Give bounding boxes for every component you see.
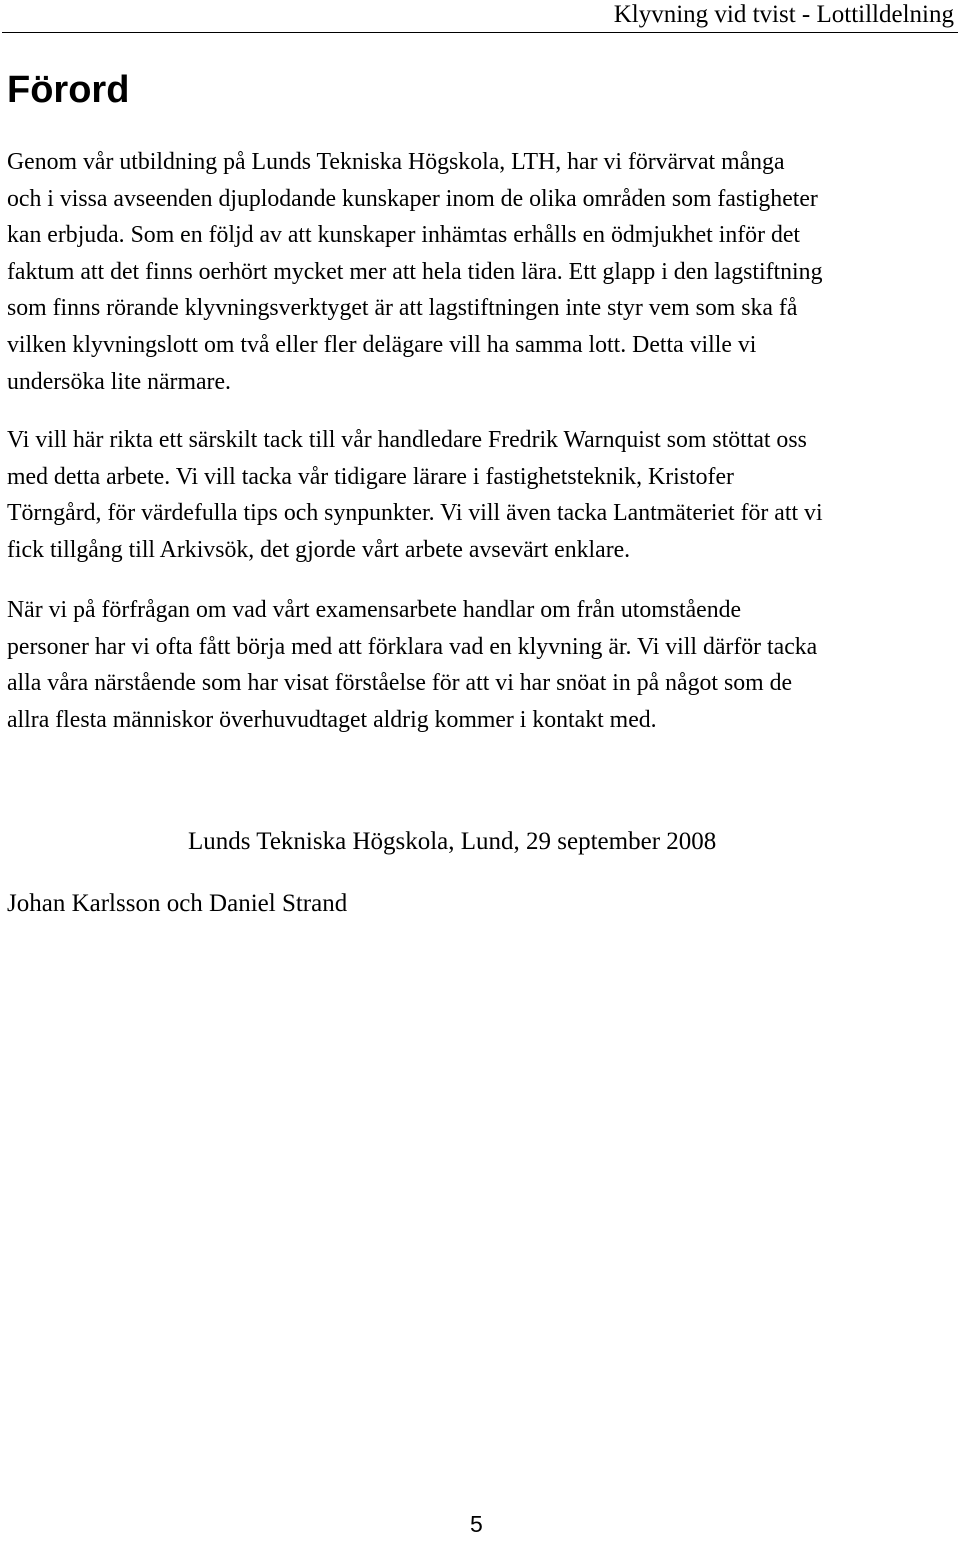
page-number: 5 (470, 1511, 483, 1537)
paragraph-line: faktum att det finns oerhört mycket mer att hela tiden lära. Ett glapp i den lagstiftning (7, 258, 823, 285)
paragraph-line: När vi på förfrågan om vad vårt examensarbete handlar om från utomstående (7, 597, 742, 623)
paragraph-line: som finns rörande klyvningsverktyget är att lagstiftningen inte styr vem som ska få (7, 295, 798, 322)
signature-place-date: Lunds Tekniska Högskola, Lund, 29 september 2008 (188, 828, 717, 855)
paragraph-line: vilken klyvningslott om två eller fler delägare vill ha samma lott. Detta ville vi (7, 331, 757, 358)
paragraph-line: fick tillgång till Arkivsök, det gjorde vårt arbete avsevärt enklare. (7, 536, 631, 563)
paragraph-line: och i vissa avseenden djuplodande kunskaper inom de olika områden som fastigheter (7, 185, 818, 212)
paragraph-line: med detta arbete. Vi vill tacka vår tidigare lärare i fastighetsteknik, Kristofer (7, 463, 734, 490)
paragraph-line: allra flesta människor överhuvudtaget aldrig kommer i kontakt med. (7, 706, 657, 733)
signature-authors: Johan Karlsson och Daniel Strand (7, 890, 348, 917)
paragraph-line: Vi vill här rikta ett särskilt tack till vår handledare Fredrik Warnquist som stöttat oss (7, 427, 807, 453)
paragraph-family-thanks (7, 592, 957, 738)
running-header: Klyvning vid tvist - Lottilldelning (613, 1, 954, 28)
paragraph-line: Genom vår utbildning på Lunds Tekniska Högskola, LTH, har vi förvärvat många (7, 149, 785, 175)
paragraph-line: kan erbjuda. Som en följd av att kunskaper inhämtas erhålls en ödmjukhet inför det (7, 222, 801, 249)
paragraph-line: personer har vi ofta fått börja med att förklara vad en klyvning är. Vi vill därför tacka (7, 633, 818, 660)
paragraph-acknowledgements (7, 422, 957, 568)
paragraph-line: alla våra närstående som har visat förståelse för att vi har snöat in på något som de (7, 670, 793, 697)
header-divider (2, 32, 958, 33)
paragraph-line: undersöka lite närmare. (7, 368, 231, 395)
page-heading: Förord (7, 69, 130, 111)
paragraph-line: Törngård, för värdefulla tips och synpunkter. Vi vill även tacka Lantmäteriet för att vi (7, 500, 823, 527)
paragraph-intro (7, 144, 957, 400)
